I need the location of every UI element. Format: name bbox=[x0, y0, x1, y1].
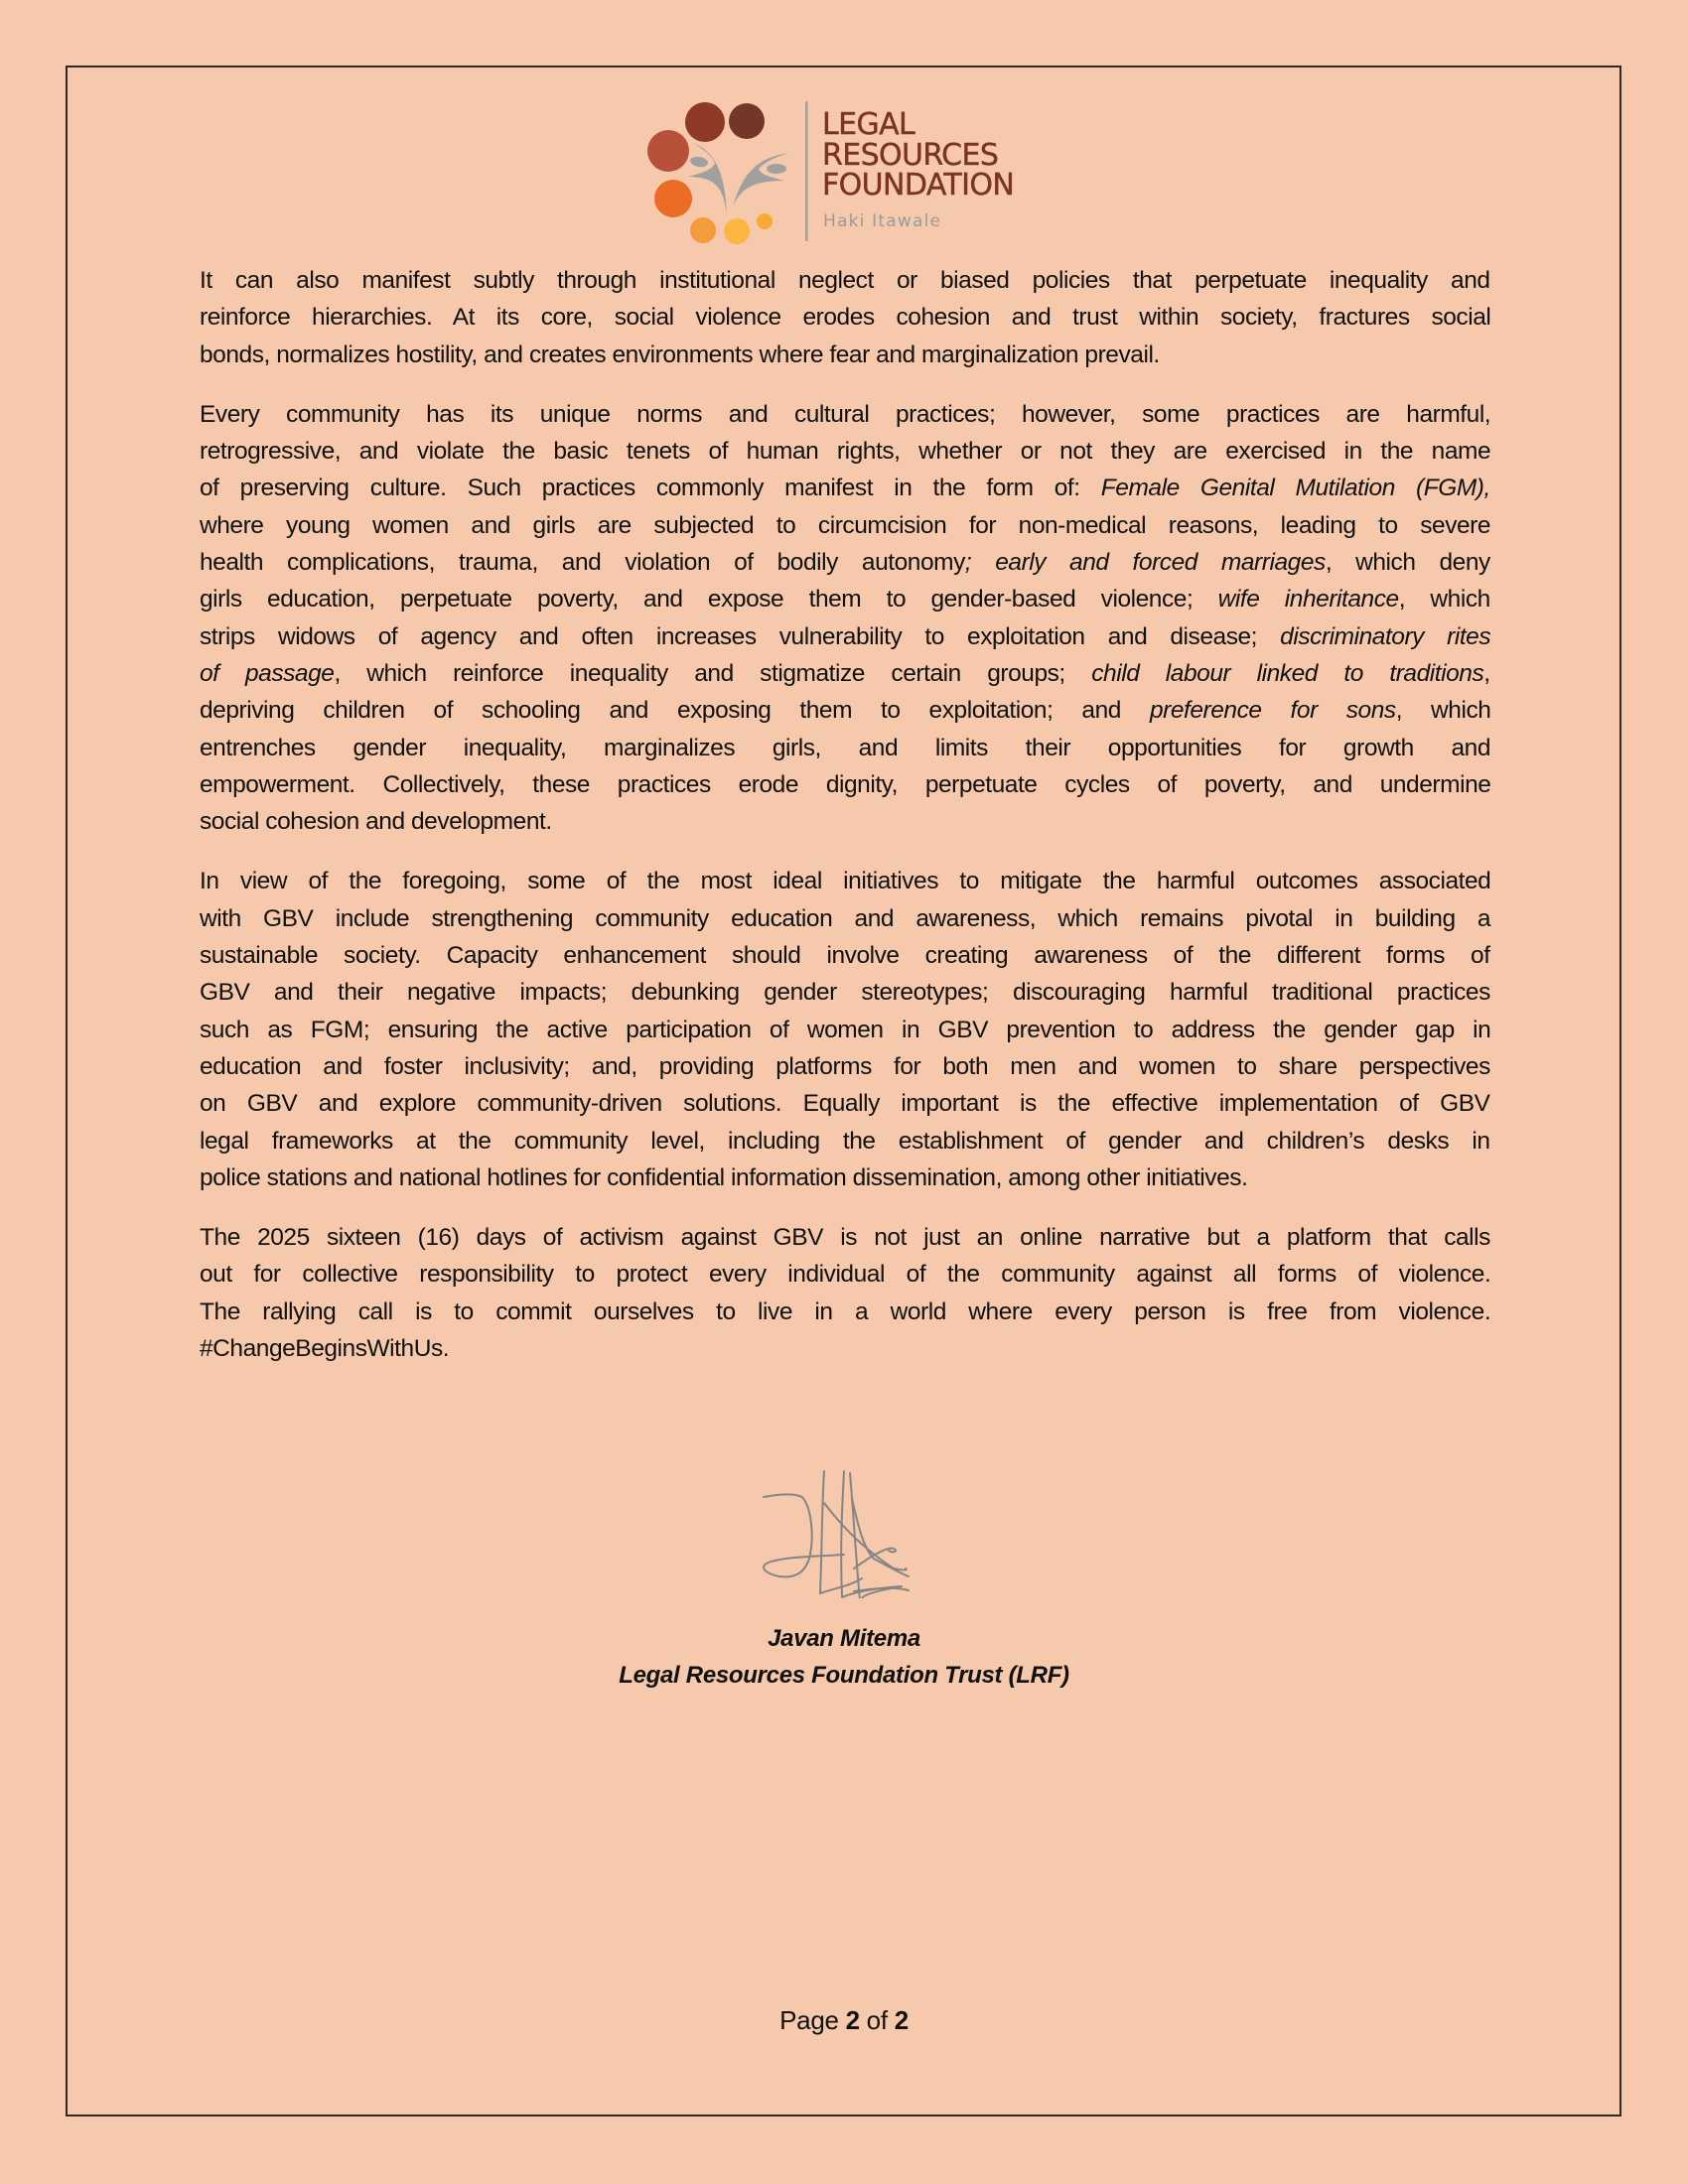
text-line bbox=[200, 507, 1490, 544]
text-segment: , which deny bbox=[1325, 549, 1490, 577]
text-segment: education and foster inclusivity; and, providing platforms for both men and women to share perspectives bbox=[200, 1052, 1490, 1080]
text-line bbox=[200, 262, 1490, 299]
text-segment: with GBV include strengthening community education and awareness, which remains pivotal in building a bbox=[200, 904, 1491, 932]
text-segment: on GBV and explore community-driven solutions. Equally important is the effective implementation of GBV bbox=[200, 1090, 1490, 1118]
handwritten-signature-icon bbox=[755, 1459, 923, 1598]
emphasized-text: Female Genital Mutilation (FGM), bbox=[1100, 475, 1490, 502]
text-line bbox=[200, 1256, 1490, 1293]
emphasized-text: discriminatory rites bbox=[1280, 622, 1491, 650]
text-segment: out for collective responsibility to protect every individual of the community against all forms of violence. bbox=[200, 1261, 1491, 1289]
text-line bbox=[200, 766, 1490, 803]
text-segment: depriving children of schooling and exposing them to exploitation; and bbox=[200, 697, 1150, 725]
text-segment: health complications, trauma, and violation of bodily autonomy bbox=[200, 549, 965, 577]
text-line bbox=[200, 1123, 1490, 1160]
signature bbox=[755, 1459, 923, 1598]
text-line bbox=[200, 974, 1490, 1011]
text-line bbox=[200, 803, 1490, 840]
emphasized-text: child labour linked to traditions bbox=[1091, 659, 1484, 687]
people-circles-logo-icon bbox=[635, 89, 814, 253]
text-segment: The 2025 sixteen (16) days of activism against GBV is not just an online narrative but a platform that calls bbox=[200, 1224, 1490, 1252]
text-segment: retrogressive, and violate the basic tenets of human rights, whether or not they are exercised in the name bbox=[200, 438, 1491, 466]
text-line bbox=[200, 1160, 1490, 1196]
text-line bbox=[200, 937, 1490, 974]
text-segment: , bbox=[1483, 659, 1490, 687]
text-line bbox=[200, 655, 1490, 692]
text-segment: reinforce hierarchies. At its core, social violence erodes cohesion and trust within society, fractures social bbox=[200, 304, 1491, 332]
text-segment: of preserving culture. Such practices commonly manifest in the form of: bbox=[200, 475, 1101, 502]
text-line bbox=[200, 692, 1490, 729]
text-line bbox=[200, 581, 1490, 617]
paragraph bbox=[200, 1219, 1490, 1367]
emphasized-text: of passage bbox=[200, 659, 335, 687]
text-segment: The rallying call is to commit ourselves to live in a world where every person is free from violence. bbox=[200, 1297, 1491, 1325]
letter-body bbox=[200, 262, 1490, 1390]
text-line bbox=[200, 337, 1490, 373]
text-segment: #ChangeBeginsWithUs. bbox=[200, 1335, 450, 1363]
text-segment: such as FGM; ensuring the active participation of women in GBV prevention to address the gender gap in bbox=[200, 1016, 1491, 1043]
text-segment: In view of the foregoing, some of the most ideal initiatives to mitigate the harmful outcomes associated bbox=[200, 868, 1491, 895]
text-line bbox=[200, 544, 1490, 581]
emphasized-text: preference for sons bbox=[1149, 697, 1396, 725]
page-current: 2 bbox=[845, 2005, 860, 2035]
logo-tagline: Haki Itawale bbox=[823, 211, 942, 231]
text-segment: , which reinforce inequality and stigmatize certain groups; bbox=[334, 659, 1092, 687]
organization-logo bbox=[635, 89, 1033, 253]
paragraph bbox=[200, 262, 1490, 373]
page-prefix: Page bbox=[779, 2005, 846, 2035]
logo-line-foundation: FOUNDATION bbox=[822, 168, 1015, 203]
text-line bbox=[200, 1048, 1490, 1085]
text-segment: empowerment. Collectively, these practices erode dignity, perpetuate cycles of poverty, and undermine bbox=[200, 770, 1491, 798]
logo-wordmark bbox=[822, 107, 1015, 203]
text-line bbox=[200, 396, 1490, 433]
text-segment: sustainable society. Capacity enhancement should involve creating awareness of the different forms of bbox=[200, 942, 1490, 970]
text-line bbox=[200, 900, 1490, 937]
text-segment: legal frameworks at the community level, including the establishment of gender and children’s desks in bbox=[200, 1127, 1490, 1155]
signatory-organization: Legal Resources Foundation Trust (LRF) bbox=[619, 1662, 1069, 1689]
emphasized-text: ; early and forced marriages bbox=[964, 549, 1326, 577]
signatory-name: Javan Mitema bbox=[768, 1625, 920, 1652]
text-line bbox=[200, 1294, 1490, 1330]
text-segment: where young women and girls are subjected to circumcision for non-medical reasons, leading to severe bbox=[200, 511, 1491, 539]
text-segment: police stations and national hotlines for confidential information dissemination, among other initiatives. bbox=[200, 1163, 1248, 1191]
page-separator: of bbox=[859, 2005, 895, 2035]
emphasized-text: wife inheritance bbox=[1217, 586, 1399, 614]
text-segment: It can also manifest subtly through institutional neglect or biased policies that perpetuate inequality and bbox=[200, 267, 1490, 294]
text-line bbox=[200, 470, 1490, 506]
text-line bbox=[200, 433, 1490, 470]
page-total: 2 bbox=[894, 2005, 909, 2035]
text-line bbox=[200, 299, 1490, 336]
text-line bbox=[200, 1219, 1490, 1256]
text-line bbox=[200, 1085, 1490, 1122]
paragraph bbox=[200, 396, 1490, 841]
text-segment: girls education, perpetuate poverty, and expose them to gender-based violence; bbox=[200, 586, 1218, 614]
paragraph bbox=[200, 863, 1490, 1196]
logo-line-resources: RESOURCES bbox=[822, 137, 999, 173]
text-line bbox=[200, 730, 1490, 766]
text-segment: strips widows of agency and often increases vulnerability to exploitation and disease; bbox=[200, 622, 1281, 650]
logo-line-legal: LEGAL bbox=[822, 107, 915, 142]
text-line bbox=[200, 1012, 1490, 1048]
text-line bbox=[200, 1330, 1490, 1367]
text-segment: , which bbox=[1398, 586, 1490, 614]
text-segment: Every community has its unique norms and cultural practices; however, some practices are harmful, bbox=[200, 400, 1491, 428]
text-segment: social cohesion and development. bbox=[200, 808, 552, 836]
text-line bbox=[200, 618, 1490, 655]
text-segment: bonds, normalizes hostility, and creates environments where fear and marginalization prevail. bbox=[200, 341, 1160, 368]
text-segment: GBV and their negative impacts; debunking gender stereotypes; discouraging harmful traditional practices bbox=[200, 979, 1490, 1007]
signatory-block bbox=[0, 1620, 1688, 1694]
page-number bbox=[0, 2003, 1688, 2037]
text-segment: , which bbox=[1395, 697, 1491, 725]
text-segment: entrenches gender inequality, marginalizes girls, and limits their opportunities for growth and bbox=[200, 734, 1491, 761]
text-line bbox=[200, 863, 1490, 899]
